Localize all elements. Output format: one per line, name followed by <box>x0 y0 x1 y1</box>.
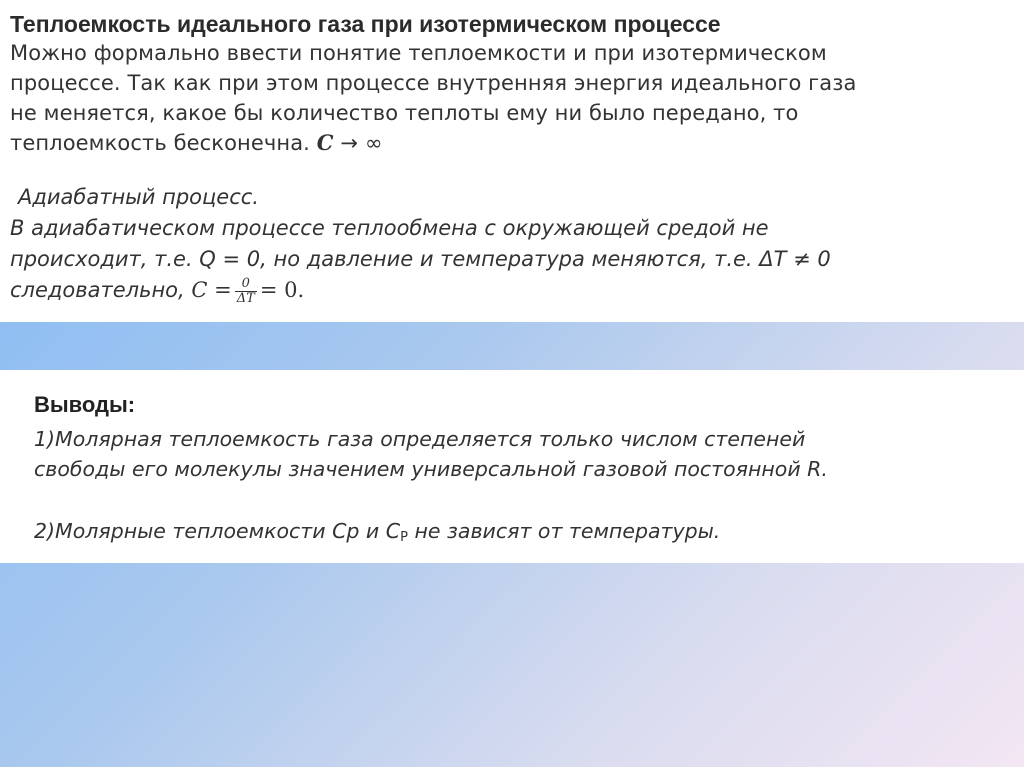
conclusions-panel <box>0 370 1024 563</box>
formula-lhs: C = <box>191 278 232 302</box>
adiabatic-line-1: В адиабатическом процессе теплообмена с окружающей средой не <box>10 216 769 240</box>
adiabatic-heading: Адиабатный процесс. <box>18 185 259 209</box>
conclusion-1-line-2: свободы его молекулы значением универсальной газовой постоянной R. <box>34 457 828 481</box>
conclusion-2-prefix: 2)Молярные теплоемкости Ср и С <box>34 519 401 543</box>
isothermal-last-text: теплоемкость бесконечна. <box>10 131 310 155</box>
conclusion-2 <box>34 516 1008 553</box>
fraction-numerator: 0 <box>235 277 257 292</box>
conclusion-2-subscript: Р <box>400 530 408 545</box>
top-slide-panel <box>0 0 1024 322</box>
formula-rhs: = 0. <box>259 278 305 302</box>
fraction <box>235 277 257 306</box>
heat-capacity-symbol: C <box>316 130 334 155</box>
conclusions-heading: Выводы: <box>34 392 136 417</box>
isothermal-line-3: не меняется, какое бы количество теплоты ему ни было передано, то <box>10 101 799 125</box>
adiabatic-prefix: следовательно, <box>10 278 185 302</box>
adiabatic-line-2: происходит, т.е. Q = 0, но давление и температура меняются, т.е. ΔT ≠ 0 <box>10 247 831 271</box>
isothermal-line-4 <box>10 128 1008 158</box>
adiabatic-line-3 <box>10 275 1008 306</box>
conclusion-1-line-1: 1)Молярная теплоемкость газа определяется только числом степеней <box>34 427 806 451</box>
conclusion-2-suffix: не зависят от температуры. <box>407 519 721 543</box>
fraction-denominator: ΔT <box>236 290 255 306</box>
isothermal-line-2: процессе. Так как при этом процессе внутренняя энергия идеального газа <box>10 71 857 95</box>
isothermal-line-1: Можно формально ввести понятие теплоемкости и при изотермическом <box>10 41 827 65</box>
infinity-formula: → ∞ <box>333 131 383 155</box>
isothermal-heading: Теплоемкость идеального газа при изотермическом процессе <box>10 11 721 37</box>
